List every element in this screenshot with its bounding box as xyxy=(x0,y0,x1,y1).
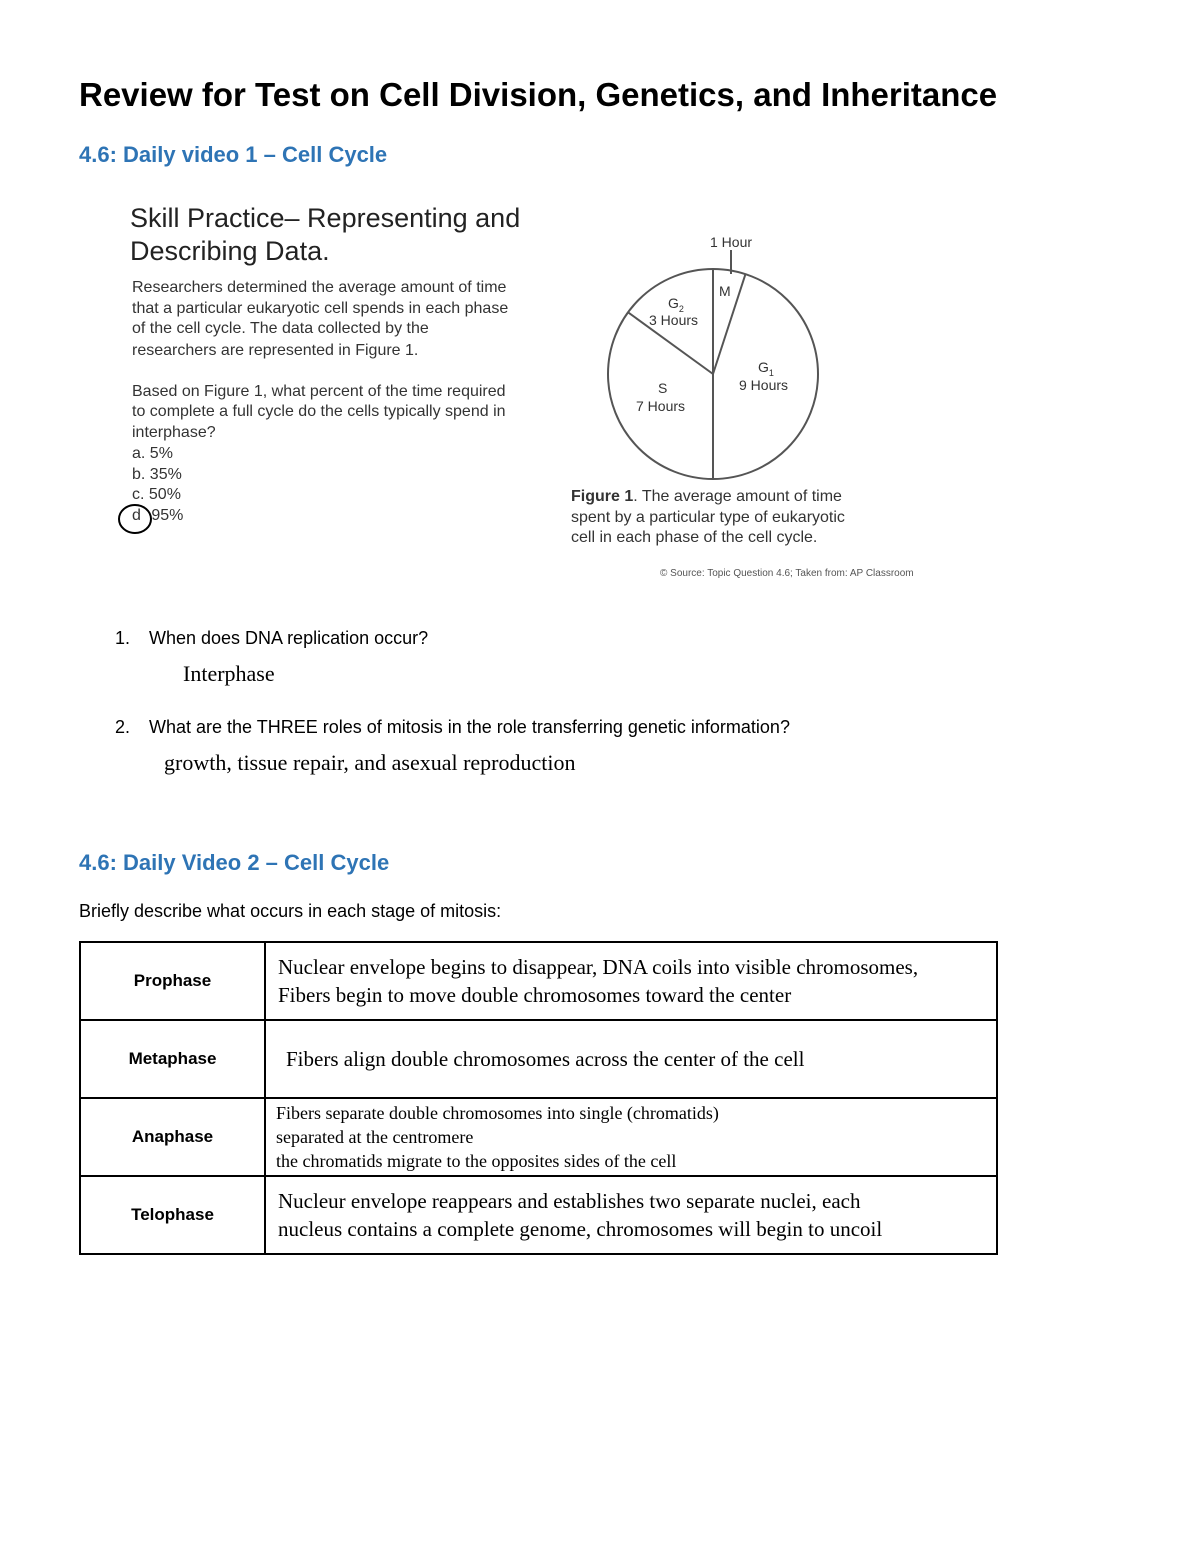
skill-question-line: Based on Figure 1, what percent of the time required xyxy=(132,383,506,400)
description-line: separated at the centromere xyxy=(276,1127,474,1147)
stage-name: Prophase xyxy=(80,942,265,1020)
figure-caption-line: cell in each phase of the cell cycle. xyxy=(571,529,818,546)
question-1 xyxy=(115,628,428,649)
page-title: Review for Test on Cell Division, Genetics, and Inheritance xyxy=(79,76,998,113)
option-text: 5% xyxy=(149,445,173,462)
description-line: Fibers begin to move double chromosomes toward the center xyxy=(278,983,792,1007)
option-text: 35% xyxy=(149,466,182,483)
figure-source: © Source: Topic Question 4.6; Taken from: AP Classroom xyxy=(660,568,914,579)
stage-name: Metaphase xyxy=(80,1020,265,1098)
answer-circle-icon xyxy=(115,502,155,536)
skill-para-line: researchers are represented in Figure 1. xyxy=(132,342,419,359)
section1-heading: 4.6: Daily video 1 – Cell Cycle xyxy=(79,142,388,167)
question-2 xyxy=(115,717,790,738)
skill-practice-title-line2: Describing Data. xyxy=(130,236,330,266)
section2-instruction: Briefly describe what occurs in each stage of mitosis: xyxy=(79,901,502,921)
mitosis-table xyxy=(79,941,998,1255)
stage-description xyxy=(265,1098,997,1176)
g1-subscript: 1 xyxy=(768,368,774,378)
table-row xyxy=(80,1020,997,1098)
description-line: Fibers separate double chromosomes into single (chromatids) xyxy=(276,1103,719,1123)
figure-caption-bold: Figure 1 xyxy=(571,488,634,505)
skill-para-line: of the cell cycle. The data collected by the xyxy=(132,320,429,337)
figure-caption-line: spent by a particular type of eukaryotic xyxy=(571,509,845,526)
slice-label-m: M xyxy=(719,283,731,299)
slice-value-s: 7 Hours xyxy=(636,398,686,414)
skill-question-line: interphase? xyxy=(132,424,216,441)
section2-heading: 4.6: Daily Video 2 – Cell Cycle xyxy=(79,850,390,875)
skill-practice-title-line1: Skill Practice– Representing and xyxy=(130,203,521,233)
question-text: What are the THREE roles of mitosis in the role transferring genetic information? xyxy=(149,717,790,737)
option-text: 95% xyxy=(151,507,184,524)
option-letter: a. xyxy=(132,445,146,462)
option-text: 50% xyxy=(148,486,181,503)
question-number: 2. xyxy=(115,717,131,737)
stage-description xyxy=(265,1020,997,1098)
skill-para-line: that a particular eukaryotic cell spends in each phase xyxy=(132,300,509,317)
g-letter: G xyxy=(668,295,679,311)
figure-caption-text: . The average amount of time xyxy=(633,488,842,505)
option-a xyxy=(132,445,173,463)
slice-value-g1: 9 Hours xyxy=(739,377,789,393)
description-line: Nucleur envelope reappears and establishes two separate nuclei, each xyxy=(278,1189,861,1213)
question-text: When does DNA replication occur? xyxy=(149,628,429,648)
option-letter: b. xyxy=(132,466,146,483)
table-row xyxy=(80,942,997,1020)
option-letter: c. xyxy=(132,486,145,503)
slice-label-g1 xyxy=(758,359,774,378)
cell-cycle-pie-chart xyxy=(560,230,860,490)
stage-description xyxy=(265,1176,997,1254)
answer-2: growth, tissue repair, and asexual reproduction xyxy=(164,750,576,775)
slice-value-g2: 3 Hours xyxy=(649,312,699,328)
skill-question-line: to complete a full cycle do the cells typically spend in xyxy=(132,403,506,420)
table-row xyxy=(80,1176,997,1254)
g2-subscript: 2 xyxy=(678,304,684,314)
skill-practice-title xyxy=(130,202,520,268)
answer-1: Interphase xyxy=(183,661,275,686)
table-row xyxy=(80,1098,997,1176)
description-line: nucleus contains a complete genome, chromosomes will begin to uncoil xyxy=(278,1217,883,1241)
g-letter: G xyxy=(758,359,769,375)
stage-name: Telophase xyxy=(80,1176,265,1254)
figure-caption xyxy=(571,488,842,506)
option-b xyxy=(132,466,182,484)
description-line: Fibers align double chromosomes across the center of the cell xyxy=(286,1047,805,1071)
callout-label: 1 Hour xyxy=(710,234,753,250)
option-letter: d xyxy=(132,507,141,524)
slice-label-s: S xyxy=(658,380,668,396)
description-line: the chromatids migrate to the opposites sides of the cell xyxy=(276,1151,677,1171)
stage-name: Anaphase xyxy=(80,1098,265,1176)
stage-description xyxy=(265,942,997,1020)
description-line: Nuclear envelope begins to disappear, DNA coils into visible chromosomes, xyxy=(278,955,919,979)
question-number: 1. xyxy=(115,628,131,648)
skill-para-line: Researchers determined the average amount of time xyxy=(132,279,507,296)
